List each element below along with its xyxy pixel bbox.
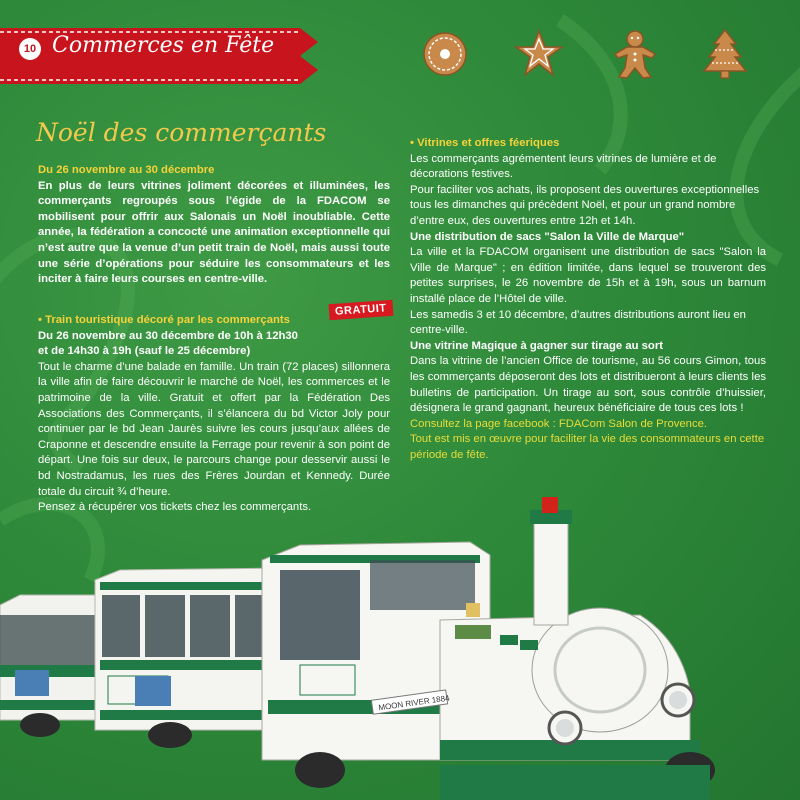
train-closing: Pensez à récupérer vos tickets chez les commerçants.: [38, 501, 312, 514]
gingerbread-star-icon: [514, 28, 564, 80]
train-block: [38, 313, 390, 516]
intro-block: [38, 163, 390, 288]
train-body: Tout le charme d’une balade en famille. Un train (72 places) sillonnera la ville afin de faire découvrir le marché de Noël, les commerces et le patrimoine de la ville. Gratuit et offert par la Fédération Des Associations des Commerçants, il s’élancera du bd Victor Joly pour continuer par le bd Jean Jaurès suivre les cours jusqu’aux allées de Craponne et descendre ensuite la Ferrage pour revenir à son point de départ. Une fois sur deux, le parcours change pour desservir aussi le bd Nostradamus, les rues des Frères Jourdan et Kennedy. Durée totale du circuit ¾ d’heure.: [38, 360, 390, 498]
train-title: • Train touristique décoré par les commerçants: [38, 314, 290, 326]
section-title: Commerces en Fête: [52, 33, 275, 58]
page-number: 10: [19, 38, 41, 60]
right-column: [410, 136, 766, 463]
vitrines-body-1: Les commerçants agrémentent leurs vitrines de lumière et de décorations festives.: [410, 152, 717, 181]
train-middle-car: [95, 568, 290, 730]
intro-dates: Du 26 novembre au 30 décembre: [38, 164, 215, 176]
gingerbread-man-icon: [610, 28, 660, 80]
train-front-bumper: [440, 765, 710, 800]
facebook-link[interactable]: Consultez la page facebook : FDACom Salon de Provence.: [410, 417, 708, 430]
vitrines-body-2: Pour faciliter vos achats, ils proposent des ouvertures exceptionnelles tous les dimanches qui précèdent Noël, et pour un grand nombre d’entre eux, des ouvertures entre 12h et 14h.: [410, 183, 760, 227]
vitrine-magique-body: Dans la vitrine de l’ancien Office de tourisme, au 56 cours Gimon, tous les commerçants déposeront des lots et distribueront à leurs clients les bulletins de participation. Un tirage au sort, sous contrôle d’huissier, désignera le grand gagnant, heureux bénéficiaire de tous ces lots !: [410, 355, 766, 415]
train-rear-car: [0, 595, 110, 720]
gingerbread-round-icon: [420, 28, 470, 80]
sacs-title: Une distribution de sacs "Salon la Ville de Marque": [410, 230, 685, 243]
vitrines-title: • Vitrines et offres féeriques: [410, 137, 560, 149]
sacs-body-1: La ville et la FDACOM organisent une distribution de sacs "Salon la Ville de Marque" ; en édition limitée, dans lequel se trouveront des petites surprises, le 26 novembre de 15h et à 19h, sous un barnum installé place de l’Hôtel de ville.: [410, 246, 766, 305]
article-heading: Noël des commerçants: [36, 118, 327, 147]
gratuit-badge: GRATUIT: [329, 300, 394, 320]
sacs-body-2: Les samedis 3 et 10 décembre, d’autres distributions auront lieu en centre-ville.: [410, 308, 746, 337]
train-schedule-1: Du 26 novembre au 30 décembre de 10h à 12h30: [38, 329, 298, 342]
train-front-plate: MOON RIVER 1884: [377, 693, 451, 713]
gingerbread-tree-icon: [700, 28, 750, 80]
vitrine-magique-title: Une vitrine Magique à gagner sur tirage au sort: [410, 339, 663, 352]
footer-closing: Tout est mis en œuvre pour faciliter la vie des consommateurs en cette période de fête.: [410, 433, 765, 461]
train-schedule-2: et de 14h30 à 19h (sauf le 25 décembre): [38, 345, 251, 358]
tourist-train-illustration: [0, 490, 800, 800]
intro-body: En plus de leurs vitrines joliment décorées et illuminées, les commerçants regroupés sous l’égide de la FDACOM se mobilisent pour offrir aux Salonais un Noël inoubliable. Cette année, la fédération a concocté une animation exceptionnelle qui n’est autre que la venue d’un petit train de Noël, mais aussi toute une série d’opérations pour séduire les consommateurs et les inciter à faire leurs courses en centre-ville.: [38, 179, 390, 286]
